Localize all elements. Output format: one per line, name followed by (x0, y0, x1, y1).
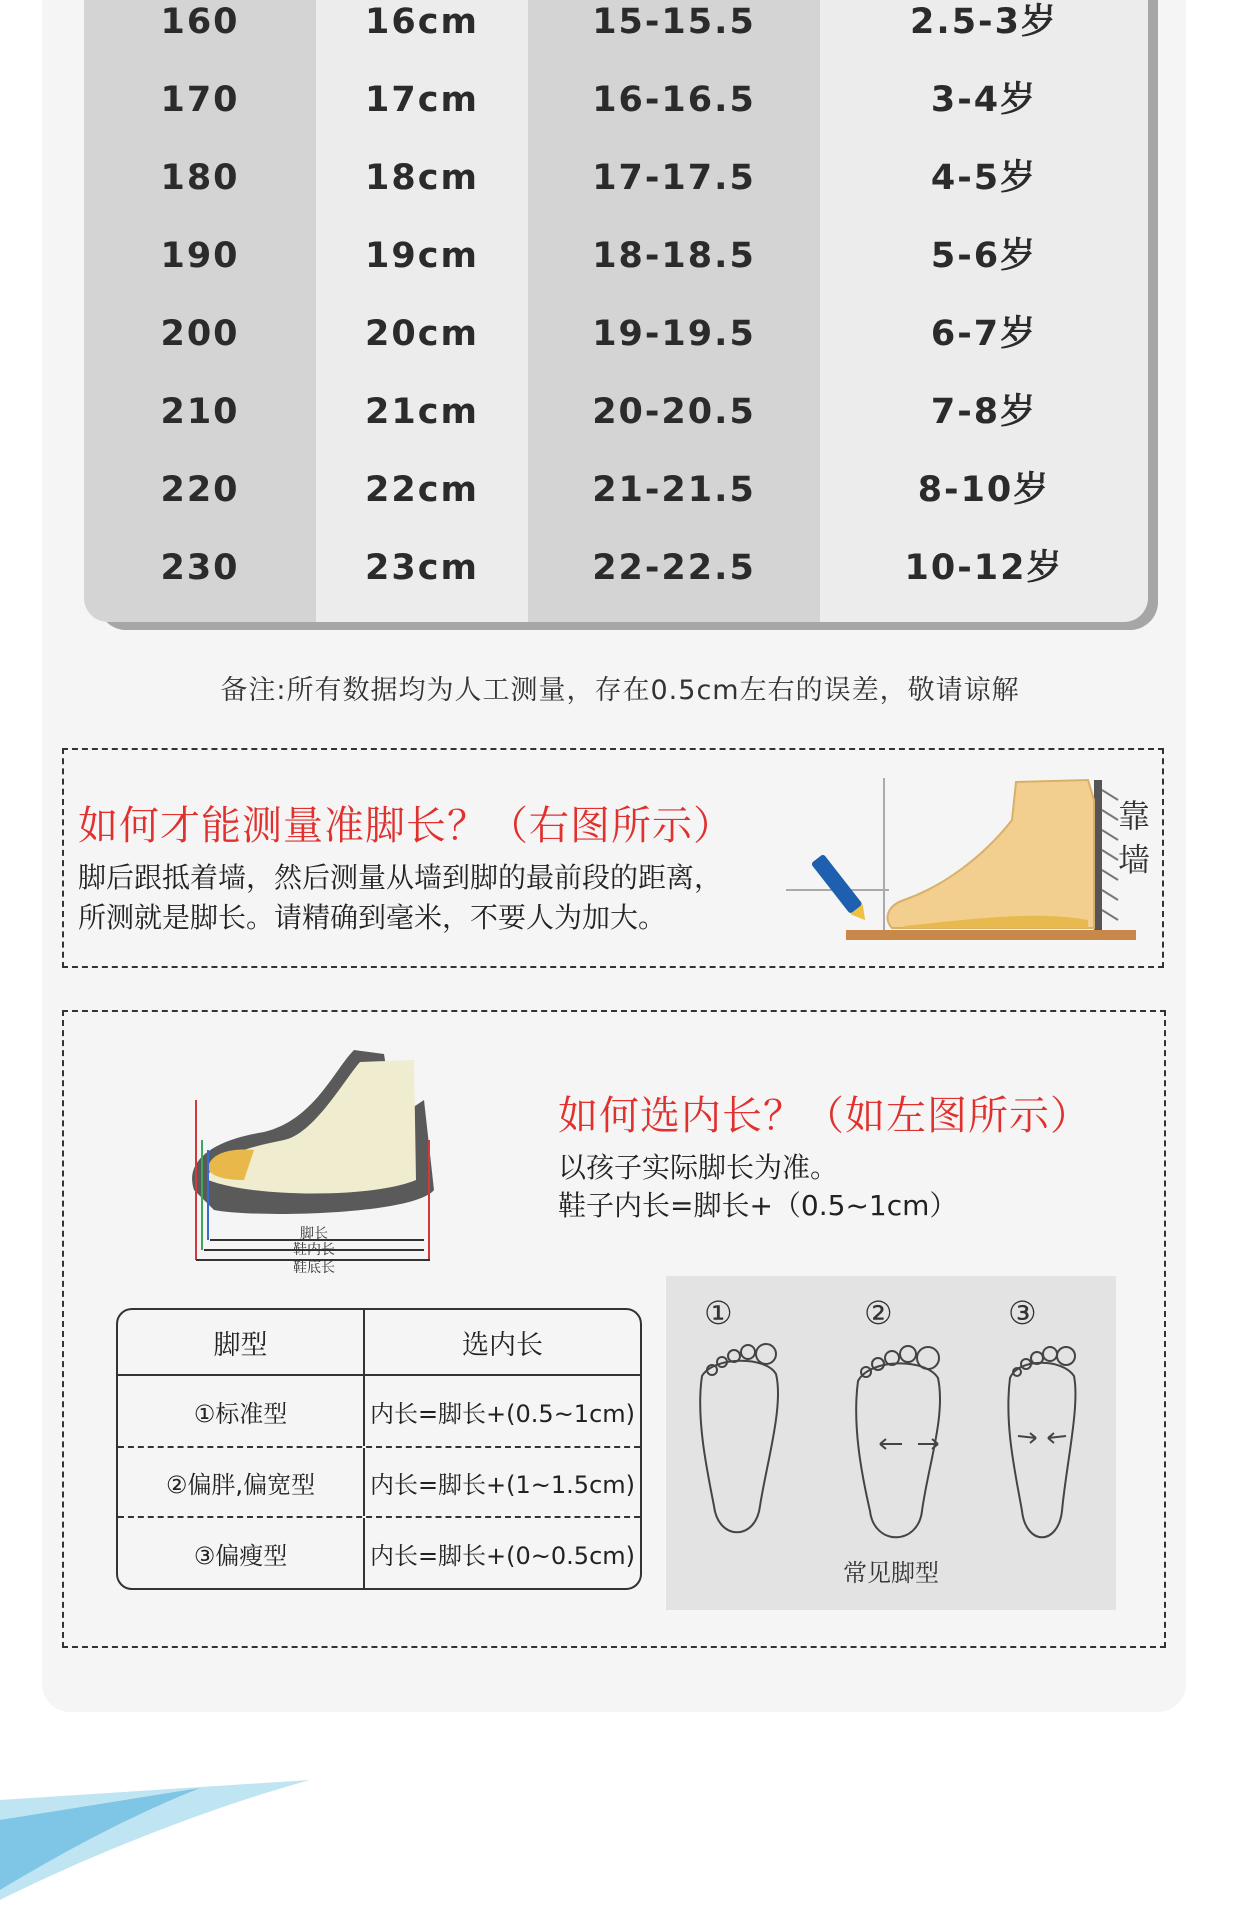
header-inner-length: 选内长 (462, 1329, 543, 1361)
inner-text-line2: 鞋子内长=脚长+（0.5~1cm） (558, 1189, 958, 1222)
foot-length-cell: 16cm (365, 2, 479, 42)
age-cell: 3-4岁 (930, 80, 1038, 120)
eu-range-cell: 22-22.5 (592, 548, 756, 588)
size-cell: 230 (160, 548, 240, 588)
foot-types-label: 常见脚型 (843, 1559, 939, 1587)
age-cell: 5-6岁 (930, 236, 1038, 276)
size-cell: 190 (160, 236, 240, 276)
foot-type-number: ③ (1008, 1294, 1037, 1332)
foot-length-cell: 18cm (365, 158, 479, 198)
decorative-wave (0, 1780, 420, 1920)
foot-length-cell: 21cm (365, 392, 479, 432)
wall-label-char2: 墙 (1118, 841, 1151, 879)
foot-length-cell: 22cm (365, 470, 479, 510)
foot-type-number: ② (864, 1294, 893, 1332)
size-table (84, 0, 1148, 622)
measure-title: 如何才能测量准脚长？（右图所示） (78, 803, 734, 849)
foot-type-number: ① (704, 1294, 733, 1332)
shoe-cross-section-illustration (174, 1040, 594, 1290)
foot-length-column (316, 0, 528, 622)
eu-range-cell: 20-20.5 (592, 392, 756, 432)
foot-type-cell: ③偏瘦型 (118, 1518, 365, 1588)
eu-range-cell: 17-17.5 (592, 158, 756, 198)
size-cell: 210 (160, 392, 240, 432)
size-column (84, 0, 316, 622)
size-cell: 220 (160, 470, 240, 510)
wall-label-char1: 靠 (1118, 797, 1151, 835)
table-row (118, 1448, 640, 1518)
label-shoe-inner: 鞋内长 (293, 1242, 335, 1258)
label-foot-length: 脚长 (300, 1226, 328, 1242)
foot-outline-standard (700, 1361, 778, 1533)
table-row (118, 1518, 640, 1588)
size-cell: 200 (160, 314, 240, 354)
inner-rule-cell: 内长=脚长+(0.5~1cm) (369, 1399, 636, 1428)
size-cell: 170 (160, 80, 240, 120)
foot-length-cell: 20cm (365, 314, 479, 354)
label-shoe-sole: 鞋底长 (293, 1260, 335, 1276)
inner-length-section (62, 1010, 1166, 1648)
age-column (820, 0, 1148, 622)
foot-outline-wide (856, 1363, 940, 1537)
age-cell: 4-5岁 (930, 158, 1038, 198)
inner-text-line1: 以孩子实际脚长为准。 (558, 1151, 839, 1184)
size-cell: 180 (160, 158, 240, 198)
table-header-row (118, 1310, 640, 1376)
age-cell: 2.5-3岁 (910, 2, 1058, 42)
foot-length-cell: 19cm (365, 236, 479, 276)
foot-types-panel (666, 1276, 1116, 1610)
floor-shape (846, 930, 1136, 940)
foot-length-cell: 23cm (365, 548, 479, 588)
measure-text-line2: 所测就是脚长。请精确到毫米，不要人为加大。 (78, 901, 667, 934)
eu-range-cell: 15-15.5 (592, 2, 756, 42)
measure-section (62, 748, 1164, 968)
size-cell: 160 (160, 2, 240, 42)
eu-range-cell: 21-21.5 (592, 470, 756, 510)
header-foot-type: 脚型 (118, 1310, 365, 1374)
age-cell: 7-8岁 (930, 392, 1038, 432)
measure-text-line1: 脚后跟抵着墙，然后测量从墙到脚的最前段的距离， (78, 861, 723, 894)
foot-length-cell: 17cm (365, 80, 479, 120)
eu-range-cell: 19-19.5 (592, 314, 756, 354)
foot-against-wall-illustration (754, 760, 1154, 960)
wall-label (1118, 794, 1150, 882)
eu-range-cell: 16-16.5 (592, 80, 756, 120)
table-row (118, 1376, 640, 1448)
age-cell: 6-7岁 (930, 314, 1038, 354)
age-cell: 10-12岁 (904, 548, 1064, 588)
foot-type-cell: ①标准型 (118, 1376, 365, 1446)
wall-shape (1094, 780, 1102, 930)
inner-rule-cell: 内长=脚长+(1~1.5cm) (369, 1470, 636, 1499)
foot-outline-slim (1008, 1363, 1075, 1538)
inner-rule-cell: 内长=脚长+(0~0.5cm) (369, 1541, 636, 1570)
foot-type-table (116, 1308, 642, 1590)
foot-type-cell: ②偏胖,偏宽型 (118, 1448, 365, 1516)
eu-range-column (528, 0, 820, 622)
inner-title: 如何选内长？（如左图所示） (558, 1093, 1091, 1139)
eu-range-cell: 18-18.5 (592, 236, 756, 276)
measurement-note: 备注:所有数据均为人工测量，存在0.5cm左右的误差，敬请谅解 (220, 675, 1020, 706)
foot-shape (888, 780, 1094, 928)
age-cell: 8-10岁 (917, 470, 1051, 510)
foot-outlines (666, 1326, 1116, 1566)
